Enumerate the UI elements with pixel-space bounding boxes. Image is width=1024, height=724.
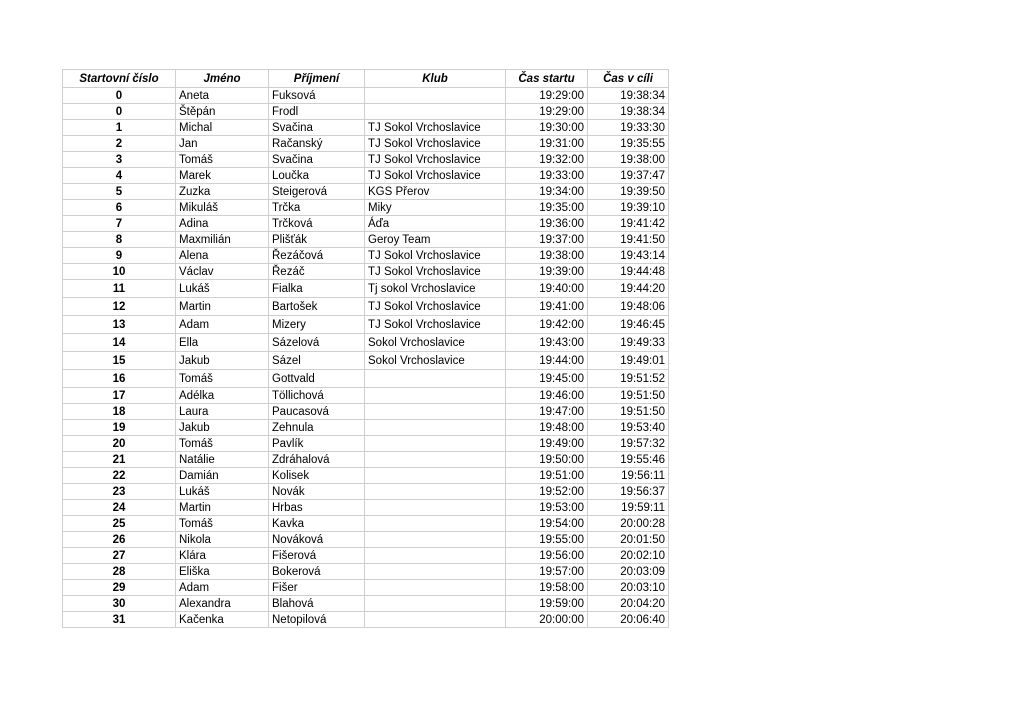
cell-finish-time: 19:56:37 (588, 484, 669, 500)
cell-first-name: Natálie (176, 452, 269, 468)
cell-finish-time: 19:38:34 (588, 104, 669, 120)
cell-finish-time: 19:39:50 (588, 184, 669, 200)
cell-first-name: Michal (176, 120, 269, 136)
cell-first-name: Mikuláš (176, 200, 269, 216)
cell-last-name: Fišerová (269, 548, 365, 564)
cell-first-name: Alexandra (176, 596, 269, 612)
table-row (63, 334, 669, 352)
cell-last-name: Paucasová (269, 404, 365, 420)
cell-finish-time: 19:33:30 (588, 120, 669, 136)
cell-finish-time: 19:56:11 (588, 468, 669, 484)
cell-finish-time: 20:00:28 (588, 516, 669, 532)
cell-start-time: 19:29:00 (506, 88, 588, 104)
cell-start-time: 19:54:00 (506, 516, 588, 532)
table-row (63, 264, 669, 280)
cell-first-name: Eliška (176, 564, 269, 580)
table-row (63, 104, 669, 120)
table-row (63, 232, 669, 248)
cell-start-time: 19:44:00 (506, 352, 588, 370)
cell-finish-time: 20:03:10 (588, 580, 669, 596)
cell-finish-time: 19:59:11 (588, 500, 669, 516)
cell-first-name: Alena (176, 248, 269, 264)
cell-club (365, 532, 506, 548)
table-row (63, 404, 669, 420)
cell-start-number: 17 (63, 388, 176, 404)
cell-last-name: Sázelová (269, 334, 365, 352)
cell-first-name: Adina (176, 216, 269, 232)
cell-first-name: Lukáš (176, 484, 269, 500)
table-row (63, 452, 669, 468)
header-finish-time: Čas v cíli (588, 70, 669, 88)
cell-start-number: 7 (63, 216, 176, 232)
cell-start-time: 19:40:00 (506, 280, 588, 298)
cell-first-name: Zuzka (176, 184, 269, 200)
cell-start-number: 6 (63, 200, 176, 216)
cell-start-number: 28 (63, 564, 176, 580)
cell-last-name: Bartošek (269, 298, 365, 316)
table-row (63, 468, 669, 484)
cell-first-name: Václav (176, 264, 269, 280)
cell-club: TJ Sokol Vrchoslavice (365, 136, 506, 152)
cell-club (365, 452, 506, 468)
cell-first-name: Adam (176, 580, 269, 596)
cell-last-name: Řezáčová (269, 248, 365, 264)
table-row (63, 548, 669, 564)
cell-finish-time: 19:35:55 (588, 136, 669, 152)
table-row (63, 88, 669, 104)
cell-finish-time: 19:49:33 (588, 334, 669, 352)
cell-club (365, 468, 506, 484)
cell-start-time: 19:51:00 (506, 468, 588, 484)
cell-start-time: 19:41:00 (506, 298, 588, 316)
cell-last-name: Frodl (269, 104, 365, 120)
cell-first-name: Damián (176, 468, 269, 484)
cell-start-time: 19:32:00 (506, 152, 588, 168)
cell-last-name: Račanský (269, 136, 365, 152)
cell-club: TJ Sokol Vrchoslavice (365, 316, 506, 334)
cell-last-name: Mizery (269, 316, 365, 334)
cell-finish-time: 19:41:42 (588, 216, 669, 232)
cell-last-name: Bokerová (269, 564, 365, 580)
cell-club (365, 548, 506, 564)
cell-finish-time: 19:37:47 (588, 168, 669, 184)
cell-last-name: Svačina (269, 120, 365, 136)
cell-start-number: 12 (63, 298, 176, 316)
cell-club (365, 436, 506, 452)
cell-club (365, 484, 506, 500)
table-row (63, 516, 669, 532)
cell-last-name: Fialka (269, 280, 365, 298)
cell-finish-time: 19:57:32 (588, 436, 669, 452)
table-row (63, 200, 669, 216)
cell-finish-time: 19:55:46 (588, 452, 669, 468)
cell-first-name: Maxmilián (176, 232, 269, 248)
table-row (63, 420, 669, 436)
cell-club: Sokol Vrchoslavice (365, 334, 506, 352)
cell-first-name: Tomáš (176, 152, 269, 168)
cell-last-name: Sázel (269, 352, 365, 370)
cell-start-time: 19:49:00 (506, 436, 588, 452)
table-row (63, 168, 669, 184)
cell-first-name: Lukáš (176, 280, 269, 298)
cell-last-name: Plišťák (269, 232, 365, 248)
cell-start-number: 14 (63, 334, 176, 352)
cell-finish-time: 19:39:10 (588, 200, 669, 216)
cell-finish-time: 19:38:34 (588, 88, 669, 104)
cell-last-name: Fišer (269, 580, 365, 596)
results-body (63, 88, 669, 628)
cell-start-number: 8 (63, 232, 176, 248)
cell-finish-time: 20:02:10 (588, 548, 669, 564)
table-row (63, 280, 669, 298)
table-row (63, 612, 669, 628)
cell-finish-time: 20:03:09 (588, 564, 669, 580)
header-first-name: Jméno (176, 70, 269, 88)
cell-first-name: Adélka (176, 388, 269, 404)
cell-start-time: 19:35:00 (506, 200, 588, 216)
cell-start-time: 20:00:00 (506, 612, 588, 628)
cell-first-name: Martin (176, 298, 269, 316)
cell-club (365, 388, 506, 404)
table-row (63, 436, 669, 452)
cell-start-time: 19:47:00 (506, 404, 588, 420)
cell-last-name: Fuksová (269, 88, 365, 104)
cell-club: TJ Sokol Vrchoslavice (365, 152, 506, 168)
cell-first-name: Jakub (176, 420, 269, 436)
cell-first-name: Aneta (176, 88, 269, 104)
cell-start-number: 31 (63, 612, 176, 628)
cell-start-time: 19:57:00 (506, 564, 588, 580)
cell-start-number: 29 (63, 580, 176, 596)
header-start-number: Startovní číslo (63, 70, 176, 88)
cell-last-name: Töllichová (269, 388, 365, 404)
cell-finish-time: 19:38:00 (588, 152, 669, 168)
table-row (63, 532, 669, 548)
cell-first-name: Jakub (176, 352, 269, 370)
cell-start-number: 11 (63, 280, 176, 298)
cell-first-name: Nikola (176, 532, 269, 548)
cell-club (365, 104, 506, 120)
cell-last-name: Gottvald (269, 370, 365, 388)
cell-start-time: 19:58:00 (506, 580, 588, 596)
table-row (63, 298, 669, 316)
cell-start-number: 0 (63, 104, 176, 120)
cell-start-number: 16 (63, 370, 176, 388)
cell-finish-time: 19:51:50 (588, 388, 669, 404)
cell-first-name: Štěpán (176, 104, 269, 120)
table-row (63, 564, 669, 580)
cell-club (365, 500, 506, 516)
cell-finish-time: 19:53:40 (588, 420, 669, 436)
cell-start-number: 19 (63, 420, 176, 436)
cell-first-name: Ella (176, 334, 269, 352)
cell-start-number: 0 (63, 88, 176, 104)
cell-club: Sokol Vrchoslavice (365, 352, 506, 370)
cell-last-name: Steigerová (269, 184, 365, 200)
cell-first-name: Tomáš (176, 436, 269, 452)
cell-start-time: 19:52:00 (506, 484, 588, 500)
cell-club: KGS Přerov (365, 184, 506, 200)
cell-last-name: Zehnula (269, 420, 365, 436)
cell-club (365, 516, 506, 532)
cell-club: TJ Sokol Vrchoslavice (365, 120, 506, 136)
cell-start-number: 24 (63, 500, 176, 516)
cell-club: TJ Sokol Vrchoslavice (365, 248, 506, 264)
cell-start-time: 19:34:00 (506, 184, 588, 200)
cell-start-time: 19:36:00 (506, 216, 588, 232)
table-row (63, 388, 669, 404)
cell-finish-time: 19:51:50 (588, 404, 669, 420)
cell-start-number: 1 (63, 120, 176, 136)
cell-start-time: 19:31:00 (506, 136, 588, 152)
cell-finish-time: 19:44:48 (588, 264, 669, 280)
cell-last-name: Svačina (269, 152, 365, 168)
cell-first-name: Laura (176, 404, 269, 420)
cell-start-time: 19:55:00 (506, 532, 588, 548)
cell-start-number: 2 (63, 136, 176, 152)
cell-start-time: 19:33:00 (506, 168, 588, 184)
cell-start-time: 19:50:00 (506, 452, 588, 468)
cell-club (365, 612, 506, 628)
cell-start-number: 25 (63, 516, 176, 532)
cell-finish-time: 19:51:52 (588, 370, 669, 388)
cell-start-number: 21 (63, 452, 176, 468)
cell-finish-time: 19:44:20 (588, 280, 669, 298)
cell-start-number: 22 (63, 468, 176, 484)
cell-club (365, 564, 506, 580)
cell-start-time: 19:59:00 (506, 596, 588, 612)
table-row (63, 184, 669, 200)
cell-start-time: 19:56:00 (506, 548, 588, 564)
cell-start-number: 13 (63, 316, 176, 334)
cell-last-name: Blahová (269, 596, 365, 612)
cell-start-time: 19:45:00 (506, 370, 588, 388)
cell-last-name: Zdráhalová (269, 452, 365, 468)
table-row (63, 596, 669, 612)
cell-last-name: Hrbas (269, 500, 365, 516)
cell-last-name: Trčka (269, 200, 365, 216)
cell-last-name: Novák (269, 484, 365, 500)
cell-finish-time: 20:06:40 (588, 612, 669, 628)
cell-first-name: Kačenka (176, 612, 269, 628)
cell-start-time: 19:53:00 (506, 500, 588, 516)
cell-start-time: 19:39:00 (506, 264, 588, 280)
cell-first-name: Adam (176, 316, 269, 334)
cell-start-number: 26 (63, 532, 176, 548)
cell-club (365, 596, 506, 612)
table-row (63, 216, 669, 232)
cell-start-time: 19:37:00 (506, 232, 588, 248)
table-row (63, 484, 669, 500)
cell-start-number: 20 (63, 436, 176, 452)
cell-first-name: Martin (176, 500, 269, 516)
results-table (62, 69, 669, 628)
cell-start-time: 19:46:00 (506, 388, 588, 404)
cell-start-number: 30 (63, 596, 176, 612)
cell-start-number: 4 (63, 168, 176, 184)
table-row (63, 580, 669, 596)
cell-last-name: Loučka (269, 168, 365, 184)
table-row (63, 352, 669, 370)
cell-club (365, 420, 506, 436)
cell-club (365, 404, 506, 420)
cell-start-time: 19:29:00 (506, 104, 588, 120)
header-row (63, 70, 669, 88)
cell-last-name: Pavlík (269, 436, 365, 452)
cell-club: TJ Sokol Vrchoslavice (365, 264, 506, 280)
cell-first-name: Tomáš (176, 516, 269, 532)
cell-last-name: Trčková (269, 216, 365, 232)
cell-first-name: Marek (176, 168, 269, 184)
cell-club (365, 370, 506, 388)
cell-start-number: 23 (63, 484, 176, 500)
cell-start-time: 19:43:00 (506, 334, 588, 352)
cell-last-name: Kavka (269, 516, 365, 532)
header-last-name: Příjmení (269, 70, 365, 88)
cell-first-name: Jan (176, 136, 269, 152)
cell-club: Geroy Team (365, 232, 506, 248)
cell-start-number: 9 (63, 248, 176, 264)
cell-club: Miky (365, 200, 506, 216)
cell-club: TJ Sokol Vrchoslavice (365, 298, 506, 316)
cell-start-number: 10 (63, 264, 176, 280)
cell-start-number: 18 (63, 404, 176, 420)
cell-first-name: Tomáš (176, 370, 269, 388)
header-start-time: Čas startu (506, 70, 588, 88)
table-row (63, 370, 669, 388)
table-row (63, 500, 669, 516)
table-row (63, 136, 669, 152)
cell-finish-time: 19:41:50 (588, 232, 669, 248)
cell-start-number: 5 (63, 184, 176, 200)
cell-start-number: 3 (63, 152, 176, 168)
cell-last-name: Nováková (269, 532, 365, 548)
cell-start-number: 27 (63, 548, 176, 564)
table-row (63, 248, 669, 264)
cell-last-name: Netopilová (269, 612, 365, 628)
cell-last-name: Kolisek (269, 468, 365, 484)
table-row (63, 316, 669, 334)
table-row (63, 120, 669, 136)
cell-club: Áďa (365, 216, 506, 232)
cell-club (365, 88, 506, 104)
cell-start-number: 15 (63, 352, 176, 370)
cell-last-name: Řezáč (269, 264, 365, 280)
cell-start-time: 19:48:00 (506, 420, 588, 436)
cell-finish-time: 20:01:50 (588, 532, 669, 548)
cell-finish-time: 19:48:06 (588, 298, 669, 316)
cell-club (365, 580, 506, 596)
cell-first-name: Klára (176, 548, 269, 564)
table-row (63, 152, 669, 168)
cell-finish-time: 19:43:14 (588, 248, 669, 264)
cell-start-time: 19:42:00 (506, 316, 588, 334)
cell-start-time: 19:38:00 (506, 248, 588, 264)
header-club: Klub (365, 70, 506, 88)
cell-finish-time: 19:49:01 (588, 352, 669, 370)
cell-finish-time: 19:46:45 (588, 316, 669, 334)
cell-start-time: 19:30:00 (506, 120, 588, 136)
cell-club: TJ Sokol Vrchoslavice (365, 168, 506, 184)
cell-club: Tj sokol Vrchoslavice (365, 280, 506, 298)
cell-finish-time: 20:04:20 (588, 596, 669, 612)
